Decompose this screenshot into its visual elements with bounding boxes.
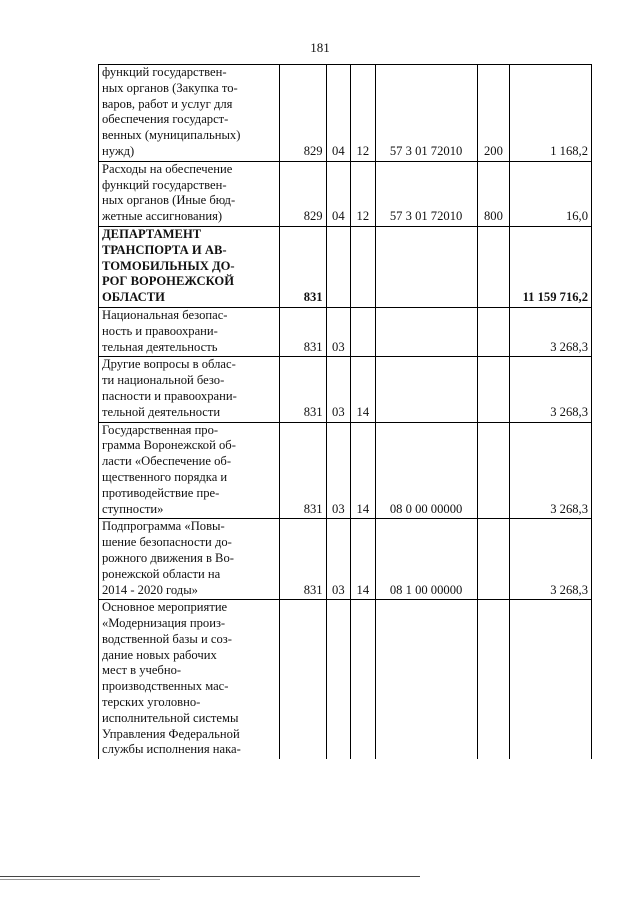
cell-name-line: РОГ ВОРОНЕЖСКОЙ xyxy=(102,274,235,289)
cell-section: 04 xyxy=(326,65,350,162)
cell-name-line: «Модернизация произ- xyxy=(102,616,226,631)
cell-ved: 831 xyxy=(279,357,326,422)
cell-name xyxy=(99,161,280,226)
cell-name-line: грамма Воронежской об- xyxy=(102,438,236,453)
cell-name-line: жетные ассигнования) xyxy=(102,209,223,224)
table-row xyxy=(99,422,592,519)
cell-name-line: Подпрограмма «Повы- xyxy=(102,519,225,534)
cell-name-line: службы исполнения нака- xyxy=(102,742,241,757)
cell-section: 04 xyxy=(326,161,350,226)
cell-section xyxy=(326,226,350,307)
cell-target-article: 08 0 00 00000 xyxy=(375,422,477,519)
cell-amount: 3 268,3 xyxy=(510,357,592,422)
cell-expense-type: 200 xyxy=(477,65,510,162)
cell-name-line: венных (муниципальных) xyxy=(102,128,241,143)
cell-expense-type xyxy=(477,307,510,356)
cell-name-line: ласти «Обеспечение об- xyxy=(102,454,232,469)
cell-name-line: щественного порядка и xyxy=(102,469,228,484)
cell-name-line: обеспечения государст- xyxy=(102,112,229,127)
cell-name xyxy=(99,357,280,422)
cell-name-line: функций государствен- xyxy=(102,65,227,79)
cell-name-line: ступности» xyxy=(102,501,164,516)
cell-name-line: ность и правоохрани- xyxy=(102,323,218,338)
footer-rule xyxy=(0,876,420,877)
cell-name xyxy=(99,307,280,356)
budget-table xyxy=(98,64,592,759)
cell-name-line: функций государствен- xyxy=(102,177,227,192)
cell-ved: 831 xyxy=(279,519,326,600)
table-row xyxy=(99,600,592,759)
cell-target-article: 57 3 01 72010 xyxy=(375,161,477,226)
table-row xyxy=(99,357,592,422)
cell-name-line: тельная деятельность xyxy=(102,339,218,354)
table-row xyxy=(99,161,592,226)
cell-target-article: 08 1 00 00000 xyxy=(375,519,477,600)
cell-target-article xyxy=(375,600,477,759)
table-row xyxy=(99,307,592,356)
cell-ved: 829 xyxy=(279,161,326,226)
cell-name-line: водственной базы и соз- xyxy=(102,631,232,646)
cell-target-article: 57 3 01 72010 xyxy=(375,65,477,162)
cell-name-line: пасности и правоохрани- xyxy=(102,388,237,403)
cell-amount xyxy=(510,600,592,759)
cell-name-line: ТОМОБИЛЬНЫХ ДО- xyxy=(102,258,235,273)
cell-expense-type: 800 xyxy=(477,161,510,226)
cell-amount: 16,0 xyxy=(510,161,592,226)
cell-subsection: 12 xyxy=(351,161,375,226)
cell-amount: 11 159 716,2 xyxy=(510,226,592,307)
cell-ved xyxy=(279,600,326,759)
cell-ved: 831 xyxy=(279,422,326,519)
cell-expense-type xyxy=(477,519,510,600)
cell-name-line: ронежской области на xyxy=(102,566,221,581)
cell-ved: 829 xyxy=(279,65,326,162)
cell-name-line: ОБЛАСТИ xyxy=(102,290,165,305)
cell-ved: 831 xyxy=(279,307,326,356)
budget-table-body xyxy=(99,65,592,760)
cell-name xyxy=(99,600,280,759)
cell-name-line: противодействие пре- xyxy=(102,485,220,500)
cell-target-article xyxy=(375,226,477,307)
cell-name-line: шение безопасности до- xyxy=(102,535,232,550)
page-number: 181 xyxy=(310,40,330,55)
cell-section: 03 xyxy=(326,307,350,356)
cell-section: 03 xyxy=(326,422,350,519)
cell-name-line: тельной деятельности xyxy=(102,404,221,419)
cell-name-line: Управления Федеральной xyxy=(102,726,240,741)
cell-name-line: Другие вопросы в облас- xyxy=(102,357,236,372)
cell-expense-type xyxy=(477,226,510,307)
cell-name-line: дание новых рабочих xyxy=(102,647,217,662)
cell-name-line: ТРАНСПОРТА И АВ- xyxy=(102,242,227,257)
cell-name-line: Основное мероприятие xyxy=(102,600,228,615)
cell-amount: 3 268,3 xyxy=(510,422,592,519)
cell-section: 03 xyxy=(326,519,350,600)
cell-amount: 3 268,3 xyxy=(510,307,592,356)
cell-expense-type xyxy=(477,600,510,759)
cell-name xyxy=(99,65,280,162)
cell-subsection xyxy=(351,226,375,307)
cell-name xyxy=(99,226,280,307)
cell-name-line: Национальная безопас- xyxy=(102,307,228,322)
cell-section: 03 xyxy=(326,357,350,422)
table-row xyxy=(99,65,592,162)
cell-name-line: терских уголовно- xyxy=(102,695,201,710)
cell-target-article xyxy=(375,307,477,356)
cell-target-article xyxy=(375,357,477,422)
cell-name-line: мест в учебно- xyxy=(102,663,182,678)
cell-name xyxy=(99,519,280,600)
cell-expense-type xyxy=(477,357,510,422)
cell-expense-type xyxy=(477,422,510,519)
cell-subsection: 14 xyxy=(351,519,375,600)
cell-name-line: нужд) xyxy=(102,143,135,158)
cell-subsection xyxy=(351,307,375,356)
cell-subsection: 14 xyxy=(351,422,375,519)
cell-name xyxy=(99,422,280,519)
cell-name-line: ти национальной безо- xyxy=(102,373,225,388)
cell-ved: 831 xyxy=(279,226,326,307)
cell-name-line: ных органов (Иные бюд- xyxy=(102,193,236,208)
table-row xyxy=(99,519,592,600)
footer-rule-short xyxy=(0,879,160,880)
cell-section xyxy=(326,600,350,759)
cell-subsection: 12 xyxy=(351,65,375,162)
cell-name-line: варов, работ и услуг для xyxy=(102,96,233,111)
cell-subsection xyxy=(351,600,375,759)
cell-subsection: 14 xyxy=(351,357,375,422)
cell-name-line: ДЕПАРТАМЕНТ xyxy=(102,226,202,241)
cell-amount: 3 268,3 xyxy=(510,519,592,600)
cell-name-line: рожного движения в Во- xyxy=(102,550,234,565)
cell-name-line: ных органов (Закупка то- xyxy=(102,80,238,95)
cell-name-line: 2014 - 2020 годы» xyxy=(102,582,198,597)
table-row xyxy=(99,226,592,307)
cell-name-line: Государственная про- xyxy=(102,422,219,437)
cell-amount: 1 168,2 xyxy=(510,65,592,162)
cell-name-line: Расходы на обеспечение xyxy=(102,161,233,176)
cell-name-line: исполнительной системы xyxy=(102,710,239,725)
cell-name-line: производственных мас- xyxy=(102,679,229,694)
